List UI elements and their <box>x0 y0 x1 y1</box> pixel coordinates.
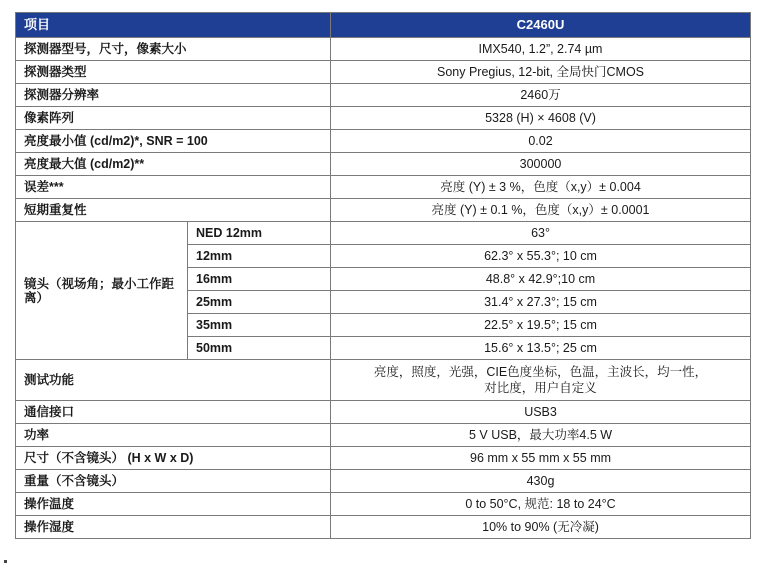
row-label: 探测器分辨率 <box>16 84 331 107</box>
header-model-label: C2460U <box>331 13 751 38</box>
lens-name: 16mm <box>188 268 331 291</box>
table-row <box>16 153 751 176</box>
row-label: 操作温度 <box>16 493 331 516</box>
row-value: 2460万 <box>331 84 751 107</box>
row-label: 像素阵列 <box>16 107 331 130</box>
test-functions-value <box>331 360 751 401</box>
table-row <box>16 470 751 493</box>
row-value: 0.02 <box>331 130 751 153</box>
row-label: 通信接口 <box>16 401 331 424</box>
row-value: 亮度 (Y) ± 0.1 %，色度（x,y）± 0.0001 <box>331 199 751 222</box>
lens-value: 22.5° x 19.5°; 15 cm <box>331 314 751 337</box>
row-value: 430g <box>331 470 751 493</box>
lens-value: 48.8° x 42.9°;10 cm <box>331 268 751 291</box>
corner-mark <box>4 560 7 563</box>
row-label: 短期重复性 <box>16 199 331 222</box>
lens-value: 62.3° x 55.3°; 10 cm <box>331 245 751 268</box>
test-functions-line-2: 对比度，用户自定义 <box>484 381 597 395</box>
lens-name: 50mm <box>188 337 331 360</box>
lens-name: 25mm <box>188 291 331 314</box>
test-functions-row <box>16 360 751 401</box>
table-row <box>16 401 751 424</box>
row-label: 重量（不含镜头） <box>16 470 331 493</box>
lens-value: 31.4° x 27.3°; 15 cm <box>331 291 751 314</box>
lens-name: 35mm <box>188 314 331 337</box>
lens-name: 12mm <box>188 245 331 268</box>
header-item-label: 项目 <box>16 13 331 38</box>
row-label: 误差*** <box>16 176 331 199</box>
lens-group-label: 镜头（视场角；最小工作距离） <box>16 222 188 360</box>
test-functions-label: 测试功能 <box>16 360 331 401</box>
lens-row <box>16 222 751 245</box>
table-row <box>16 493 751 516</box>
row-value: 300000 <box>331 153 751 176</box>
test-functions-line-1: 亮度，照度，光强，CIE色度坐标，色温，主波长，均一性， <box>373 365 708 379</box>
table-row <box>16 516 751 539</box>
row-value: 5 V USB，最大功率4.5 W <box>331 424 751 447</box>
row-value: IMX540, 1.2”, 2.74 µm <box>331 38 751 61</box>
table-row <box>16 176 751 199</box>
table-row <box>16 38 751 61</box>
lens-value: 63° <box>331 222 751 245</box>
table-row <box>16 447 751 470</box>
row-label: 亮度最小值 (cd/m2)*, SNR = 100 <box>16 130 331 153</box>
row-label: 尺寸（不含镜头） (H x W x D) <box>16 447 331 470</box>
row-value: 5328 (H) × 4608 (V) <box>331 107 751 130</box>
row-value: 0 to 50°C, 规范: 18 to 24°C <box>331 493 751 516</box>
table-row <box>16 84 751 107</box>
row-value: Sony Pregius, 12-bit, 全局快门CMOS <box>331 61 751 84</box>
table-row <box>16 61 751 84</box>
row-value: 亮度 (Y) ± 3 %，色度（x,y）± 0.004 <box>331 176 751 199</box>
table-header-row <box>16 13 751 38</box>
spec-table <box>15 12 751 539</box>
row-label: 亮度最大值 (cd/m2)** <box>16 153 331 176</box>
lens-value: 15.6° x 13.5°; 25 cm <box>331 337 751 360</box>
row-value: 10% to 90% (无冷凝) <box>331 516 751 539</box>
row-value: USB3 <box>331 401 751 424</box>
table-row <box>16 107 751 130</box>
row-label: 功率 <box>16 424 331 447</box>
lens-name: NED 12mm <box>188 222 331 245</box>
row-label: 操作湿度 <box>16 516 331 539</box>
row-value: 96 mm x 55 mm x 55 mm <box>331 447 751 470</box>
table-row <box>16 130 751 153</box>
row-label: 探测器类型 <box>16 61 331 84</box>
table-row <box>16 199 751 222</box>
table-row <box>16 424 751 447</box>
row-label: 探测器型号，尺寸，像素大小 <box>16 38 331 61</box>
